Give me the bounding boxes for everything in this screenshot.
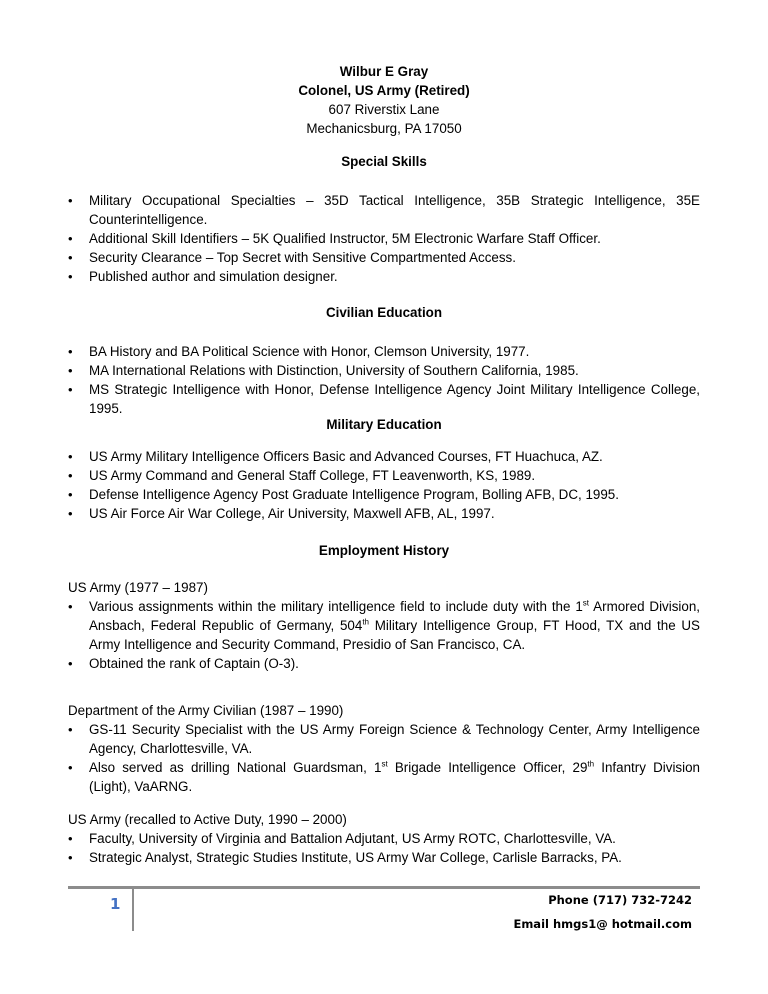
person-title: Colonel, US Army (Retired) — [298, 83, 470, 98]
list-item: • MA International Relations with Distinction, University of Southern California, 1985. — [68, 361, 700, 380]
list-item: • BA History and BA Political Science with Honor, Clemson University, 1977. — [68, 342, 700, 361]
special-skills-list — [68, 191, 700, 286]
list-item: • MS Strategic Intelligence with Honor, Defense Intelligence Agency Joint Military Intelligence College, 1995. — [68, 380, 700, 418]
job-heading-us-army-1990: US Army (recalled to Active Duty, 1990 – 2000) — [68, 812, 347, 827]
ordinal-suffix: st — [381, 759, 388, 769]
military-education-list — [68, 447, 700, 523]
military-education-section — [68, 415, 700, 523]
list-item: • US Air Force Air War College, Air University, Maxwell AFB, AL, 1997. — [68, 504, 700, 523]
person-name: Wilbur E Gray — [339, 64, 429, 79]
job-heading-us-army-1977: US Army (1977 – 1987) — [68, 580, 208, 595]
list-item: • GS-11 Security Specialist with the US Army Foreign Science & Technology Center, Army Intelligence Agency, Charlottesville, VA. — [68, 720, 700, 758]
special-skills-title: Special Skills — [341, 154, 427, 169]
page-number-divider — [132, 889, 134, 931]
civilian-education-section — [68, 303, 700, 418]
item-text: Infantry Division (Light), VaARNG. — [89, 760, 700, 794]
list-item: • Obtained the rank of Captain (O-3). — [68, 654, 700, 673]
list-item: • Strategic Analyst, Strategic Studies Institute, US Army War College, Carlisle Barracks, PA. — [68, 848, 700, 867]
list-item: • Additional Skill Identifiers – 5K Qualified Instructor, 5M Electronic Warfare Staff Officer. — [68, 229, 700, 248]
item-text: Also served as drilling National Guardsman, 1 — [89, 760, 382, 775]
employment-history-section — [68, 541, 700, 867]
list-item — [68, 597, 700, 654]
list-item: • Published author and simulation designer. — [68, 267, 700, 286]
address-line-1: 607 Riverstix Lane — [328, 102, 440, 117]
resume-header — [68, 62, 700, 138]
footer-divider — [68, 886, 700, 889]
item-text: Various assignments within the military intelligence field to include duty with the 1 — [89, 599, 583, 614]
job-heading-army-civilian: Department of the Army Civilian (1987 – 1990) — [68, 703, 344, 718]
list-item — [68, 758, 700, 796]
civilian-education-title: Civilian Education — [325, 305, 443, 320]
list-item: • Defense Intelligence Agency Post Graduate Intelligence Program, Bolling AFB, DC, 1995. — [68, 485, 700, 504]
job-1-list — [68, 597, 700, 673]
military-education-title: Military Education — [326, 417, 442, 432]
item-text: Armored Division, Ansbach, Federal Republic of Germany, 504 — [89, 599, 701, 633]
ordinal-suffix: th — [587, 759, 595, 769]
job-3-list — [68, 829, 700, 867]
ordinal-suffix: st — [582, 598, 590, 608]
footer-phone: Phone (717) 732-7242 — [548, 893, 692, 907]
item-text: Military Intelligence Group, FT Hood, TX and the US Army Intelligence and Security Command, Presidio of San Francisco, CA. — [89, 618, 700, 652]
footer-email: Email hmgs1@ hotmail.com — [513, 917, 692, 931]
item-text: Brigade Intelligence Officer, 29 — [387, 760, 588, 775]
list-item: • Security Clearance – Top Secret with Sensitive Compartmented Access. — [68, 248, 700, 267]
address-line-2: Mechanicsburg, PA 17050 — [306, 121, 462, 136]
page-number: 1 — [110, 895, 121, 913]
employment-history-title: Employment History — [318, 543, 450, 558]
list-item: • US Army Military Intelligence Officers Basic and Advanced Courses, FT Huachuca, AZ. — [68, 447, 700, 466]
civilian-education-list — [68, 342, 700, 418]
list-item: • Military Occupational Specialties – 35D Tactical Intelligence, 35B Strategic Intelligence, 35E Counterintelligence. — [68, 191, 700, 229]
special-skills-section — [68, 152, 700, 286]
job-2-list — [68, 720, 700, 796]
list-item: • US Army Command and General Staff College, FT Leavenworth, KS, 1989. — [68, 466, 700, 485]
list-item: • Faculty, University of Virginia and Battalion Adjutant, US Army ROTC, Charlottesville, VA. — [68, 829, 700, 848]
ordinal-suffix: th — [362, 617, 369, 627]
